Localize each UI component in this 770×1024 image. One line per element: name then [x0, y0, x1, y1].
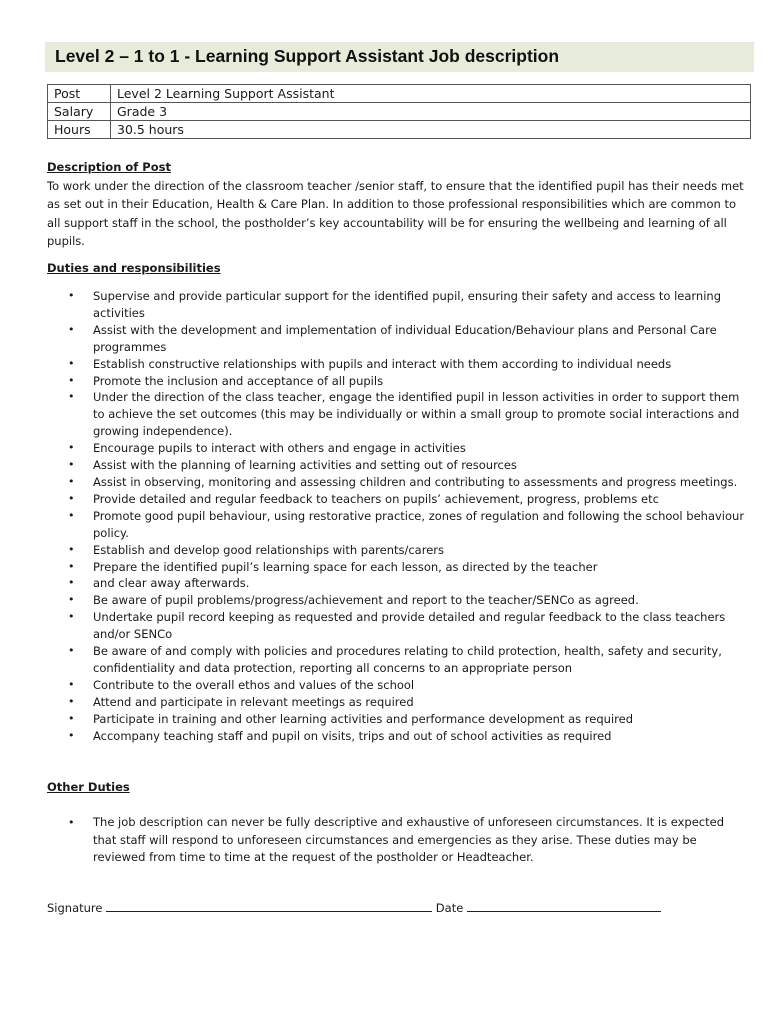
list-item — [47, 643, 747, 677]
table-row — [48, 103, 751, 121]
list-item — [47, 711, 747, 728]
hours-value: 30.5 hours — [111, 121, 751, 139]
list-item-text: The job description can never be fully descriptive and exhaustive of unforeseen circumstances. It is expected that staff will respond to unforeseen circumstances and emergencies as they arise. These duties may be reviewed from time to time at the request of the postholder or Headteacher. — [93, 815, 725, 864]
list-item-text: Assist with the planning of learning activities and setting out of resources — [93, 458, 517, 473]
list-item-text: Establish and develop good relationships with parents/carers — [93, 542, 444, 557]
list-item-text: Under the direction of the class teacher, engage the identified pupil in lesson activities in order to support them to achieve the set outcomes (this may be individually or within a small group to promote social interactions and growing independence). — [93, 390, 740, 439]
post-value: Level 2 Learning Support Assistant — [111, 85, 751, 103]
bullet-icon: • — [68, 508, 75, 522]
duties-heading: Duties and responsibilities — [47, 261, 221, 275]
list-item — [47, 559, 747, 576]
bullet-icon: • — [68, 390, 75, 404]
bullet-icon: • — [68, 816, 75, 829]
bullet-icon: • — [68, 644, 75, 658]
bullet-icon: • — [68, 542, 75, 556]
description-text: To work under the direction of the classroom teacher /senior staff, to ensure that the identified pupil has their needs met as set out in their Education, Health & Care Plan. In addition to those professional responsibilities which are common to all support staff in the school, the postholder’s key accountability will be for ensuring the wellbeing and learning of all pupils. — [47, 179, 744, 248]
post-label: Post — [48, 85, 111, 103]
duties-list — [47, 288, 747, 744]
list-item-text: Prepare the identified pupil’s learning space for each lesson, as directed by the teacher — [93, 559, 598, 574]
list-item-text: Promote good pupil behaviour, using restorative practice, zones of regulation and following the school behaviour policy. — [93, 508, 745, 540]
other-duties-heading: Other Duties — [47, 780, 130, 794]
bullet-icon: • — [68, 491, 75, 505]
list-item-text: Supervise and provide particular support for the identified pupil, ensuring their safety and access to learning activities — [93, 289, 722, 320]
bullet-icon: • — [68, 576, 75, 590]
list-item-text: Accompany teaching staff and pupil on visits, trips and out of school activities as required — [93, 728, 612, 743]
document-title: Level 2 – 1 to 1 - Learning Support Assistant Job description — [55, 46, 560, 66]
list-item — [47, 457, 747, 474]
list-item-text: Establish constructive relationships with pupils and interact with them according to individual needs — [93, 356, 672, 371]
bullet-icon: • — [68, 356, 75, 370]
list-item-text: Contribute to the overall ethos and values of the school — [93, 677, 415, 692]
hours-label: Hours — [48, 121, 111, 139]
bullet-icon: • — [68, 711, 75, 725]
title-banner — [45, 42, 754, 72]
list-item-text: Undertake pupil record keeping as requested and provide detailed and regular feedback to the class teachers and/or SENCo — [93, 610, 726, 642]
list-item — [47, 373, 747, 390]
list-item — [47, 508, 747, 542]
list-item-text: Promote the inclusion and acceptance of all pupils — [93, 373, 384, 388]
date-field[interactable] — [467, 899, 661, 912]
signature-line — [47, 899, 661, 915]
list-item-text: Encourage pupils to interact with others and engage in activities — [93, 441, 466, 456]
salary-label: Salary — [48, 103, 111, 121]
bullet-icon: • — [68, 593, 75, 607]
bullet-icon: • — [68, 458, 75, 472]
list-item — [47, 322, 747, 356]
signature-label: Signature — [47, 901, 103, 915]
list-item-text: and clear away afterwards. — [93, 576, 250, 591]
list-item — [47, 609, 747, 643]
bullet-icon: • — [68, 322, 75, 336]
list-item — [47, 440, 747, 457]
description-heading: Description of Post — [47, 160, 171, 174]
table-row — [48, 85, 751, 103]
bullet-icon: • — [68, 441, 75, 455]
list-item — [47, 542, 747, 559]
bullet-icon: • — [68, 677, 75, 691]
list-item — [47, 389, 747, 440]
list-item — [47, 474, 747, 491]
bullet-icon: • — [68, 694, 75, 708]
salary-value: Grade 3 — [111, 103, 751, 121]
list-item — [47, 356, 747, 373]
list-item — [47, 288, 747, 322]
list-item-text: Be aware of pupil problems/progress/achievement and report to the teacher/SENCo as agreed. — [93, 593, 639, 608]
bullet-icon: • — [68, 289, 75, 302]
list-item-text: Participate in training and other learning activities and performance development as required — [93, 711, 633, 726]
list-item — [47, 575, 747, 592]
list-item-text: Be aware of and comply with policies and procedures relating to child protection, health, safety and security, confidentiality and data protection, reporting all concerns to an appropriate person — [93, 644, 722, 675]
table-row — [48, 121, 751, 139]
list-item — [47, 677, 747, 694]
list-item — [47, 728, 747, 745]
list-item — [47, 694, 747, 711]
bullet-icon: • — [68, 373, 75, 387]
list-item-text: Assist in observing, monitoring and assessing children and contributing to assessments and progress meetings. — [93, 474, 738, 489]
list-item — [47, 592, 747, 609]
job-info-table — [47, 84, 751, 139]
list-item-text: Attend and participate in relevant meetings as required — [93, 694, 414, 709]
bullet-icon: • — [68, 474, 75, 488]
bullet-icon: • — [68, 610, 75, 624]
list-item — [47, 491, 747, 508]
other-duties-list — [47, 814, 747, 867]
signature-field[interactable] — [106, 899, 432, 912]
bullet-icon: • — [68, 728, 75, 742]
date-label: Date — [435, 901, 464, 915]
list-item-text: Assist with the development and implementation of individual Education/Behaviour plans and Personal Care programmes — [93, 322, 717, 354]
list-item — [47, 814, 747, 867]
bullet-icon: • — [68, 559, 75, 573]
list-item-text: Provide detailed and regular feedback to teachers on pupils’ achievement, progress, problems etc — [93, 491, 659, 506]
